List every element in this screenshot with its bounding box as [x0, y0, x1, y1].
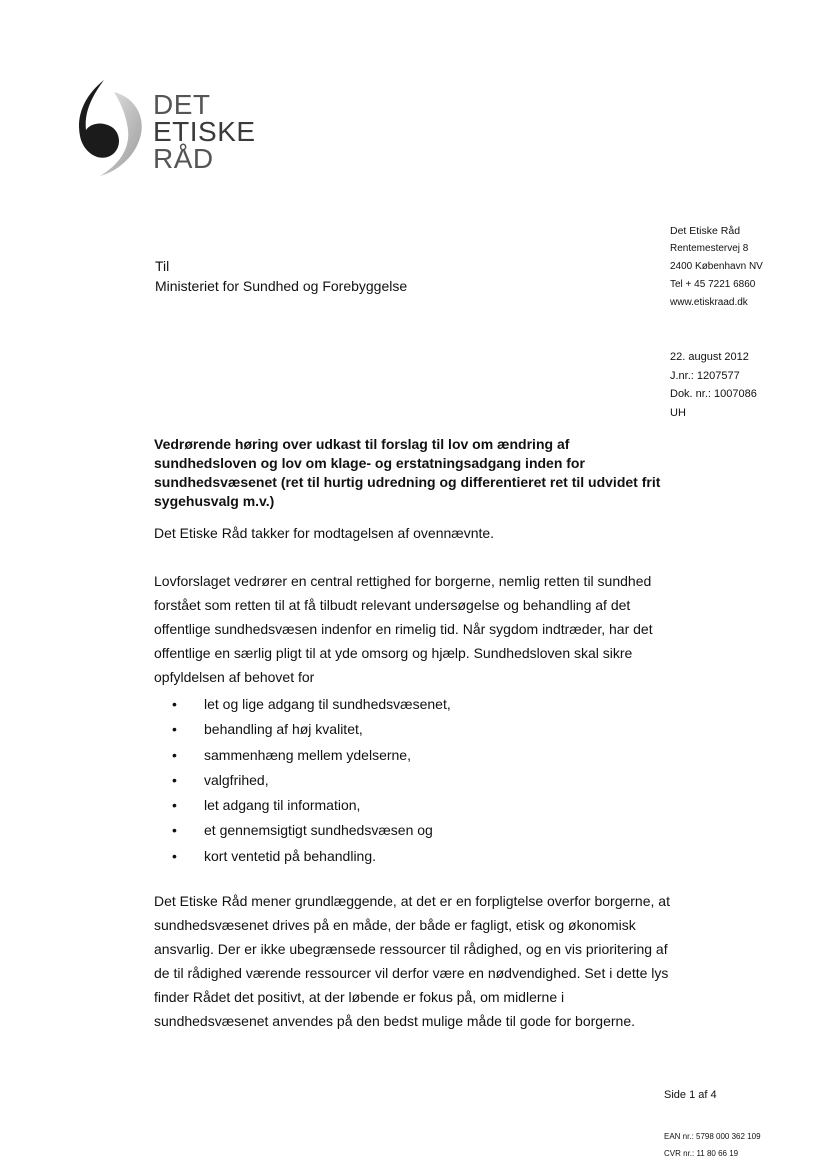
list-item: • let og lige adgang til sundhedsvæsenet,	[172, 692, 451, 717]
registration-numbers	[664, 1128, 761, 1162]
list-item: • et gennemsigtigt sundhedsvæsen og	[172, 818, 451, 843]
logo-line-det: DET	[153, 89, 211, 120]
ean-number: EAN nr.: 5798 000 362 109	[664, 1132, 761, 1141]
sender-address	[670, 222, 763, 312]
logo-wordmark	[153, 89, 256, 174]
recipient-label: Til	[155, 258, 170, 274]
journal-number: J.nr.: 1207577	[670, 369, 740, 382]
logo-line-etiske: ETISKE	[153, 116, 256, 147]
logo-line-raad: RÅD	[153, 143, 214, 174]
sender-city: 2400 København NV	[670, 261, 763, 272]
sender-name: Det Etiske Råd	[670, 225, 741, 237]
list-item: • valgfrihed,	[172, 768, 451, 793]
sender-web: www.etiskraad.dk	[670, 297, 748, 308]
author-initials: UH	[670, 406, 686, 419]
list-item: • behandling af høj kvalitet,	[172, 717, 451, 742]
letter-meta	[670, 348, 757, 422]
logo-mark-icon	[70, 72, 160, 182]
recipient-name: Ministeriet for Sundhed og Forebyggelse	[155, 278, 408, 294]
paragraph-intro: Det Etiske Råd takker for modtagelsen af ovennævnte.	[154, 525, 495, 541]
needs-list	[172, 692, 451, 869]
sender-street: Rentemestervej 8	[670, 243, 749, 254]
cvr-number: CVR nr.: 11 80 66 19	[664, 1149, 739, 1158]
document-number: Dok. nr.: 1007086	[670, 388, 757, 400]
list-item: • let adgang til information,	[172, 793, 451, 818]
list-item: • sammenhæng mellem ydelserne,	[172, 743, 451, 768]
letter-date: 22. august 2012	[670, 351, 749, 363]
letter-subject: Vedrørende høring over udkast til forslag til lov om ændring af sundhedsloven og lov om klage- og erstatningsadgang inden for sundhedsvæsenet (ret til hurtig udredning og differentieret ret til udvidet frit sygehusvalg m.v.)	[154, 436, 661, 509]
recipient	[155, 256, 407, 296]
paragraph-bill: Lovforslaget vedrører en central rettighed for borgerne, nemlig retten til sundhed forstået som retten til at få tilbudt relevant undersøgelse og behandling af det offentlige sundhedsvæsen indenfor en rimelig tid. Når sygdom indtræder, har det offentlige en særlig pligt til at yde omsorg og hjælp. Sundhedsloven skal sikre opfyldelsen af behovet for	[154, 573, 653, 685]
sender-phone: Tel + 45 7221 6860	[670, 279, 756, 290]
list-item: • kort ventetid på behandling.	[172, 844, 451, 869]
page-number: Side 1 af 4	[664, 1089, 717, 1101]
paragraph-position: Det Etiske Råd mener grundlæggende, at det er en forpligtelse overfor borgerne, at sundhedsvæsenet drives på en måde, der både er fagligt, etisk og økonomisk ansvarlig. Der er ikke ubegrænsede ressourcer til rådighed, og en vis prioritering af de til rådighed værende ressourcer vil derfor være en nødvendighed. Set i dette lys finder Rådet det positivt, at der løbende er fokus på, om midlerne i sundhedsvæsenet anvendes på den bedst mulige måde til gode for borgerne.	[154, 893, 670, 1029]
